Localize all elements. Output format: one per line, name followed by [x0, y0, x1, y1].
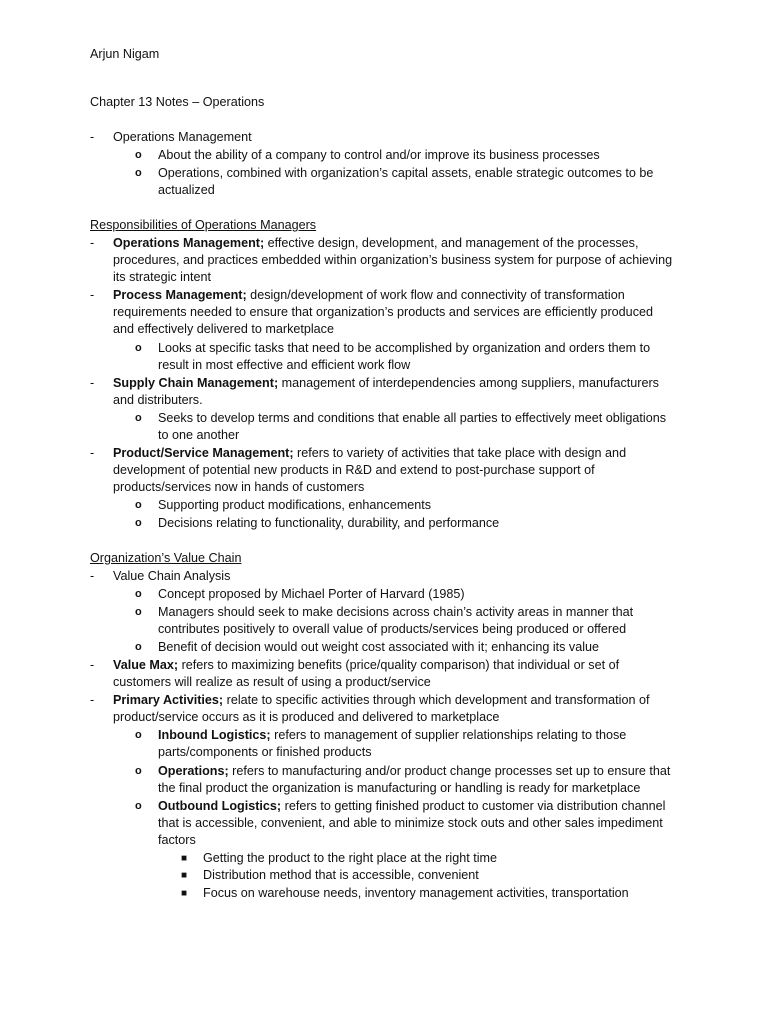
sub-sub-list-item: Getting the product to the right place at the right time	[203, 851, 498, 865]
circle-bullet-icon: o	[135, 149, 142, 161]
dash-bullet: -	[90, 236, 95, 250]
term: Inbound Logistics;	[158, 728, 271, 742]
square-bullet-icon: ■	[181, 870, 188, 881]
dash-bullet: -	[90, 693, 95, 707]
sub-list-item-cont: to one another	[158, 428, 240, 442]
list-item	[113, 445, 626, 462]
dash-bullet: -	[90, 288, 95, 302]
list-item-cont: customers will realize as result of using a product/service	[113, 675, 431, 689]
section-heading: Organization’s Value Chain	[90, 551, 242, 565]
sub-list-item: About the ability of a company to control and/or improve its business processes	[158, 148, 600, 162]
sub-list-item	[158, 763, 670, 780]
list-item	[113, 287, 625, 304]
circle-bullet-icon: o	[135, 588, 142, 600]
term: Value Max;	[113, 658, 179, 672]
definition: refers to management of supplier relationships relating to those	[270, 728, 627, 742]
definition: design/development of work flow and connectivity of transformation	[246, 288, 625, 302]
list-item-cont: and distributers.	[113, 393, 203, 407]
dash-bullet: -	[90, 569, 95, 583]
circle-bullet-icon: o	[135, 499, 142, 511]
sub-list-item: Seeks to develop terms and conditions that enable all parties to effectively meet obligations	[158, 411, 667, 425]
dash-bullet: -	[90, 376, 95, 390]
list-item	[113, 375, 659, 392]
sub-list-item-cont: parts/components or finished products	[158, 745, 372, 759]
circle-bullet-icon: o	[135, 765, 142, 777]
sub-list-item-cont: factors	[158, 833, 196, 847]
square-bullet-icon: ■	[181, 853, 188, 864]
list-item	[113, 692, 649, 709]
circle-bullet-icon: o	[135, 606, 142, 618]
sub-list-item: Supporting product modifications, enhancements	[158, 498, 432, 512]
term: Operations Management;	[113, 236, 265, 250]
sub-list-item-cont: contributes positively to overall value of products/services being produced or offered	[158, 622, 627, 636]
sub-sub-list-item: Focus on warehouse needs, inventory management activities, transportation	[203, 886, 629, 900]
circle-bullet-icon: o	[135, 729, 142, 741]
definition: relate to specific activities through which development and transformation of	[223, 693, 650, 707]
sub-list-item-cont: the final product the organization is manufacturing or handling is ready for marketplace	[158, 781, 641, 795]
sub-list-item-cont: result in most effective and efficient work flow	[158, 358, 411, 372]
list-item: Value Chain Analysis	[113, 569, 231, 583]
sub-list-item	[158, 798, 665, 815]
list-item-cont: products/services now in hands of customers	[113, 480, 365, 494]
sub-list-item-cont: that is accessible, convenient, and able to minimize stock outs and other sales impediment	[158, 816, 663, 830]
definition: management of interdependencies among suppliers, manufacturers	[278, 376, 659, 390]
circle-bullet-icon: o	[135, 342, 142, 354]
sub-list-item: Looks at specific tasks that need to be accomplished by organization and orders them to	[158, 341, 651, 355]
sub-list-item: Managers should seek to make decisions across chain’s activity areas in manner that	[158, 605, 634, 619]
list-item	[113, 235, 638, 252]
circle-bullet-icon: o	[135, 641, 142, 653]
list-item-cont: its strategic intent	[113, 270, 211, 284]
list-item: Operations Management	[113, 130, 252, 144]
square-bullet-icon: ■	[181, 888, 188, 899]
definition: refers to variety of activities that take place with design and	[293, 446, 627, 460]
definition: refers to manufacturing and/or product change processes set up to ensure that	[228, 764, 671, 778]
sub-list-item: Benefit of decision would out weight cost associated with it; enhancing its value	[158, 640, 600, 654]
dash-bullet: -	[90, 658, 95, 672]
circle-bullet-icon: o	[135, 517, 142, 529]
section-heading: Responsibilities of Operations Managers	[90, 218, 317, 232]
definition: refers to maximizing benefits (price/quality comparison) that individual or set of	[178, 658, 620, 672]
circle-bullet-icon: o	[135, 412, 142, 424]
sub-list-item	[158, 727, 626, 744]
list-item-cont: requirements needed to ensure that organization’s products and services are efficiently produced	[113, 305, 653, 319]
sub-list-item: Operations, combined with organization’s capital assets, enable strategic outcomes to be	[158, 166, 654, 180]
dash-bullet: -	[90, 130, 95, 144]
sub-sub-list-item: Distribution method that is accessible, convenient	[203, 868, 479, 882]
author-name: Arjun Nigam	[90, 47, 160, 61]
circle-bullet-icon: o	[135, 167, 142, 179]
sub-list-item: Concept proposed by Michael Porter of Harvard (1985)	[158, 587, 465, 601]
list-item	[113, 657, 619, 674]
term: Supply Chain Management;	[113, 376, 279, 390]
dash-bullet: -	[90, 446, 95, 460]
term: Outbound Logistics;	[158, 799, 282, 813]
definition: effective design, development, and management of the processes,	[264, 236, 639, 250]
list-item-cont: procedures, and practices embedded within organization’s business system for purpose of achieving	[113, 253, 673, 267]
circle-bullet-icon: o	[135, 800, 142, 812]
page-title: Chapter 13 Notes – Operations	[90, 95, 265, 109]
sub-list-item: Decisions relating to functionality, durability, and performance	[158, 516, 500, 530]
term: Primary Activities;	[113, 693, 224, 707]
definition: refers to getting finished product to customer via distribution channel	[281, 799, 666, 813]
list-item-cont: product/service occurs as it is produced and delivered to marketplace	[113, 710, 500, 724]
term: Process Management;	[113, 288, 247, 302]
term: Operations;	[158, 764, 229, 778]
list-item-cont: and effectively delivered to marketplace	[113, 322, 334, 336]
sub-list-item-cont: actualized	[158, 183, 215, 197]
term: Product/Service Management;	[113, 446, 294, 460]
list-item-cont: development of potential new products in R&D and extend to post-purchase support of	[113, 463, 595, 477]
